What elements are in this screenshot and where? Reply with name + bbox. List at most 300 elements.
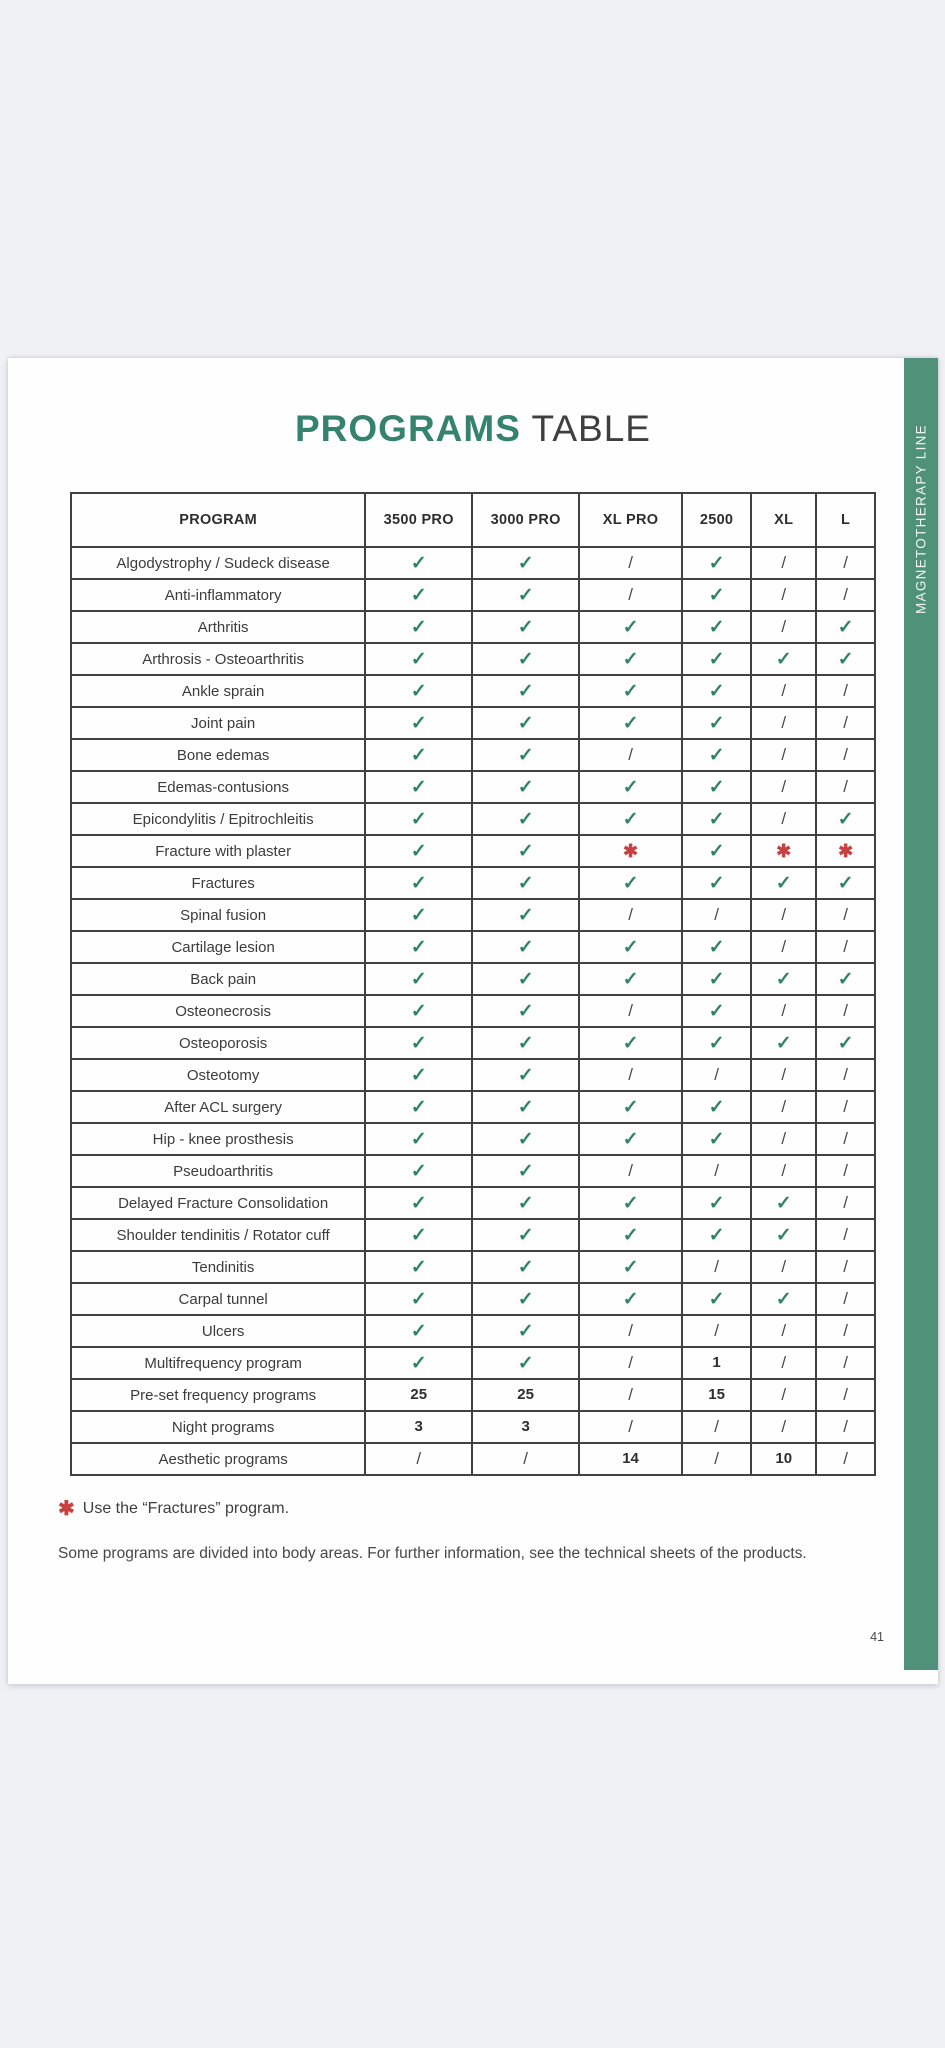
program-cell: Ulcers <box>71 1315 365 1347</box>
value-cell-slash <box>816 1251 875 1283</box>
checkmark-icon: ✓ <box>410 1064 427 1086</box>
slash-mark: / <box>781 1353 787 1372</box>
value-cell-check <box>365 1347 472 1379</box>
value-cell-check <box>472 803 579 835</box>
slash-mark: / <box>781 745 787 764</box>
checkmark-icon: ✓ <box>410 840 427 862</box>
value-cell-slash <box>816 931 875 963</box>
program-cell: Joint pain <box>71 707 365 739</box>
table-row <box>71 547 875 579</box>
table-row <box>71 867 875 899</box>
checkmark-icon: ✓ <box>708 872 725 894</box>
checkmark-icon: ✓ <box>410 744 427 766</box>
value-cell-check <box>682 867 751 899</box>
value-cell-slash <box>816 1091 875 1123</box>
table-row <box>71 643 875 675</box>
program-cell: Algodystrophy / Sudeck disease <box>71 547 365 579</box>
value-cell-check <box>472 835 579 867</box>
program-cell: Pseudoarthritis <box>71 1155 365 1187</box>
checkmark-icon: ✓ <box>410 1320 427 1342</box>
value-cell-check <box>472 771 579 803</box>
slash-mark: / <box>714 1257 719 1276</box>
value-cell-slash <box>751 995 816 1027</box>
column-header: PROGRAM <box>71 493 365 547</box>
program-cell: Carpal tunnel <box>71 1283 365 1315</box>
checkmark-icon: ✓ <box>517 552 534 574</box>
value-cell-check <box>682 675 751 707</box>
value-cell-slash <box>579 995 682 1027</box>
slash-mark: / <box>781 1321 787 1340</box>
page-number: 41 <box>870 1630 884 1644</box>
value-cell-slash <box>816 1347 875 1379</box>
program-cell: Anti-inflammatory <box>71 579 365 611</box>
checkmark-icon: ✓ <box>708 808 725 830</box>
table-row <box>71 1091 875 1123</box>
slash-mark: / <box>781 1417 787 1436</box>
checkmark-icon: ✓ <box>622 776 639 798</box>
program-cell: Cartilage lesion <box>71 931 365 963</box>
column-header: XL <box>751 493 816 547</box>
value-cell-slash <box>682 1059 751 1091</box>
value-cell-slash <box>751 1091 816 1123</box>
checkmark-icon: ✓ <box>517 1160 534 1182</box>
value-cell-check <box>682 1219 751 1251</box>
checkmark-icon: ✓ <box>410 936 427 958</box>
value-cell-check <box>472 1059 579 1091</box>
checkmark-icon: ✓ <box>517 968 534 990</box>
value-cell-check <box>816 643 875 675</box>
programs-table-body <box>71 547 875 1475</box>
slash-mark: / <box>781 1385 787 1404</box>
table-row <box>71 1411 875 1443</box>
checkmark-icon: ✓ <box>622 1128 639 1150</box>
value-cell-check <box>365 707 472 739</box>
checkmark-icon: ✓ <box>410 680 427 702</box>
checkmark-icon: ✓ <box>837 1032 854 1054</box>
table-row <box>71 835 875 867</box>
side-banner-label: MAGNETOTHERAPY LINE <box>913 424 929 614</box>
slash-mark: / <box>781 809 787 828</box>
slash-mark: / <box>781 777 787 796</box>
value-cell-check <box>365 739 472 771</box>
checkmark-icon: ✓ <box>708 776 725 798</box>
value-cell-slash <box>751 1347 816 1379</box>
checkmark-icon: ✓ <box>517 1192 534 1214</box>
value-cell-check <box>682 931 751 963</box>
checkmark-icon: ✓ <box>410 808 427 830</box>
value-cell-slash <box>751 579 816 611</box>
value-cell-slash <box>579 1379 682 1411</box>
value-cell-slash <box>816 899 875 931</box>
slash-mark: / <box>781 1161 787 1180</box>
value-cell-check <box>472 899 579 931</box>
checkmark-icon: ✓ <box>410 1192 427 1214</box>
checkmark-icon: ✓ <box>517 616 534 638</box>
value-cell-check <box>365 1123 472 1155</box>
checkmark-icon: ✓ <box>775 1192 792 1214</box>
slash-mark: / <box>628 1353 633 1372</box>
slash-mark: / <box>628 1161 633 1180</box>
value-cell-check <box>579 771 682 803</box>
program-cell: Osteonecrosis <box>71 995 365 1027</box>
value-cell-slash <box>579 1411 682 1443</box>
value-cell-check <box>365 579 472 611</box>
slash-mark: / <box>843 1161 848 1180</box>
value-cell-check <box>816 803 875 835</box>
table-row <box>71 1379 875 1411</box>
value-cell-number <box>579 1443 682 1475</box>
value-cell-slash <box>579 1155 682 1187</box>
value-cell-slash <box>751 739 816 771</box>
program-cell: Arthrosis - Osteoarthritis <box>71 643 365 675</box>
slash-mark: / <box>843 1449 848 1468</box>
checkmark-icon: ✓ <box>775 648 792 670</box>
value-cell-star <box>579 835 682 867</box>
value-cell-check <box>579 931 682 963</box>
value-cell-slash <box>751 803 816 835</box>
value-cell-check <box>365 1059 472 1091</box>
checkmark-icon: ✓ <box>517 1064 534 1086</box>
checkmark-icon: ✓ <box>708 552 725 574</box>
value-cell-slash <box>751 1379 816 1411</box>
value-cell-check <box>365 1155 472 1187</box>
value-cell-check <box>579 675 682 707</box>
value-number: 3 <box>521 1418 530 1435</box>
value-cell-check <box>365 611 472 643</box>
value-cell-slash <box>751 707 816 739</box>
value-cell-check <box>579 803 682 835</box>
table-row <box>71 739 875 771</box>
checkmark-icon: ✓ <box>775 872 792 894</box>
value-cell-check <box>472 867 579 899</box>
slash-mark: / <box>714 1449 719 1468</box>
checkmark-icon: ✓ <box>410 616 427 638</box>
value-cell-check <box>579 1027 682 1059</box>
checkmark-icon: ✓ <box>708 680 725 702</box>
slash-mark: / <box>781 1065 787 1084</box>
value-cell-slash <box>751 1155 816 1187</box>
value-cell-check <box>365 1315 472 1347</box>
slash-mark: / <box>843 553 848 572</box>
value-cell-check <box>472 1283 579 1315</box>
program-cell: Bone edemas <box>71 739 365 771</box>
value-cell-slash <box>816 707 875 739</box>
checkmark-icon: ✓ <box>517 1288 534 1310</box>
value-cell-check <box>472 963 579 995</box>
value-cell-check <box>365 675 472 707</box>
value-cell-slash <box>816 771 875 803</box>
value-cell-slash <box>751 1059 816 1091</box>
value-cell-check <box>579 1091 682 1123</box>
checkmark-icon: ✓ <box>622 1192 639 1214</box>
value-cell-check <box>365 1251 472 1283</box>
value-cell-slash <box>365 1443 472 1475</box>
table-row <box>71 579 875 611</box>
value-cell-slash <box>682 1443 751 1475</box>
checkmark-icon: ✓ <box>410 648 427 670</box>
value-cell-check <box>472 931 579 963</box>
slash-mark: / <box>781 1001 787 1020</box>
asterisk-icon: ✱ <box>838 840 854 861</box>
slash-mark: / <box>523 1449 529 1468</box>
value-cell-slash <box>816 1315 875 1347</box>
checkmark-icon: ✓ <box>517 904 534 926</box>
value-cell-slash <box>751 1123 816 1155</box>
value-cell-check <box>579 611 682 643</box>
table-row <box>71 1123 875 1155</box>
checkmark-icon: ✓ <box>410 1288 427 1310</box>
table-row <box>71 707 875 739</box>
checkmark-icon: ✓ <box>837 616 854 638</box>
checkmark-icon: ✓ <box>517 1352 534 1374</box>
value-cell-check <box>472 1027 579 1059</box>
checkmark-icon: ✓ <box>708 1128 725 1150</box>
checkmark-icon: ✓ <box>622 872 639 894</box>
table-row <box>71 1443 875 1475</box>
value-cell-slash <box>816 1059 875 1091</box>
checkmark-icon: ✓ <box>837 872 854 894</box>
slash-mark: / <box>628 745 633 764</box>
value-cell-check <box>472 1219 579 1251</box>
value-cell-slash <box>816 1411 875 1443</box>
checkmark-icon: ✓ <box>708 1000 725 1022</box>
table-row <box>71 963 875 995</box>
value-cell-check <box>579 707 682 739</box>
value-cell-check <box>682 803 751 835</box>
checkmark-icon: ✓ <box>622 1032 639 1054</box>
value-cell-check <box>579 1219 682 1251</box>
checkmark-icon: ✓ <box>517 776 534 798</box>
column-header: XL PRO <box>579 493 682 547</box>
value-cell-check <box>751 963 816 995</box>
value-cell-check <box>682 643 751 675</box>
slash-mark: / <box>843 905 848 924</box>
value-cell-check <box>682 771 751 803</box>
slash-mark: / <box>843 1257 848 1276</box>
value-cell-check <box>472 1251 579 1283</box>
checkmark-icon: ✓ <box>775 1224 792 1246</box>
value-cell-check <box>751 1027 816 1059</box>
value-cell-check <box>472 611 579 643</box>
value-cell-check <box>751 643 816 675</box>
program-cell: After ACL surgery <box>71 1091 365 1123</box>
checkmark-icon: ✓ <box>517 872 534 894</box>
value-cell-check <box>579 867 682 899</box>
checkmark-icon: ✓ <box>708 1096 725 1118</box>
slash-mark: / <box>843 1289 848 1308</box>
value-cell-check <box>472 1347 579 1379</box>
program-cell: Shoulder tendinitis / Rotator cuff <box>71 1219 365 1251</box>
checkmark-icon: ✓ <box>410 1000 427 1022</box>
value-cell-slash <box>751 1315 816 1347</box>
value-cell-slash <box>816 739 875 771</box>
table-row <box>71 1347 875 1379</box>
value-cell-slash <box>682 1315 751 1347</box>
table-row <box>71 803 875 835</box>
checkmark-icon: ✓ <box>708 712 725 734</box>
checkmark-icon: ✓ <box>775 1288 792 1310</box>
value-cell-slash <box>579 899 682 931</box>
checkmark-icon: ✓ <box>622 712 639 734</box>
value-cell-slash <box>751 675 816 707</box>
value-cell-check <box>472 643 579 675</box>
slash-mark: / <box>714 905 719 924</box>
checkmark-icon: ✓ <box>410 1160 427 1182</box>
program-cell: Epicondylitis / Epitrochleitis <box>71 803 365 835</box>
value-cell-check <box>751 1219 816 1251</box>
checkmark-icon: ✓ <box>517 1032 534 1054</box>
program-cell: Back pain <box>71 963 365 995</box>
page-title-highlight: PROGRAMS <box>295 408 521 449</box>
value-cell-slash <box>579 1315 682 1347</box>
checkmark-icon: ✓ <box>622 1096 639 1118</box>
checkmark-icon: ✓ <box>517 1000 534 1022</box>
value-cell-check <box>365 963 472 995</box>
checkmark-icon: ✓ <box>410 584 427 606</box>
checkmark-icon: ✓ <box>517 1096 534 1118</box>
value-cell-slash <box>751 931 816 963</box>
slash-mark: / <box>843 1225 848 1244</box>
document-page <box>8 358 938 1684</box>
column-header: L <box>816 493 875 547</box>
value-cell-slash <box>816 1219 875 1251</box>
checkmark-icon: ✓ <box>708 936 725 958</box>
checkmark-icon: ✓ <box>708 1288 725 1310</box>
slash-mark: / <box>714 1065 719 1084</box>
value-cell-slash <box>816 1283 875 1315</box>
table-row <box>71 1027 875 1059</box>
program-cell: Edemas-contusions <box>71 771 365 803</box>
checkmark-icon: ✓ <box>410 968 427 990</box>
value-cell-slash <box>751 1251 816 1283</box>
slash-mark: / <box>843 585 848 604</box>
value-cell-check <box>579 1283 682 1315</box>
checkmark-icon: ✓ <box>410 1256 427 1278</box>
table-row <box>71 995 875 1027</box>
value-cell-check <box>365 771 472 803</box>
program-cell: Hip - knee prosthesis <box>71 1123 365 1155</box>
checkmark-icon: ✓ <box>622 936 639 958</box>
slash-mark: / <box>843 681 848 700</box>
checkmark-icon: ✓ <box>517 1128 534 1150</box>
slash-mark: / <box>843 1353 848 1372</box>
table-row <box>71 1315 875 1347</box>
program-cell: Arthritis <box>71 611 365 643</box>
footnote-fractures <box>58 1496 938 1521</box>
slash-mark: / <box>843 777 848 796</box>
footnote-fractures-text: Use the “Fractures” program. <box>82 1499 290 1517</box>
value-number: 25 <box>517 1386 534 1403</box>
value-cell-slash <box>751 611 816 643</box>
checkmark-icon: ✓ <box>517 936 534 958</box>
value-cell-slash <box>682 1251 751 1283</box>
value-cell-check <box>682 739 751 771</box>
asterisk-icon: ✱ <box>623 840 639 861</box>
slash-mark: / <box>628 553 633 572</box>
value-cell-check <box>682 611 751 643</box>
checkmark-icon: ✓ <box>708 968 725 990</box>
value-cell-check <box>682 1027 751 1059</box>
value-cell-check <box>682 579 751 611</box>
value-cell-check <box>579 1251 682 1283</box>
value-cell-slash <box>751 899 816 931</box>
value-cell-check <box>472 1187 579 1219</box>
asterisk-icon: ✱ <box>776 840 792 861</box>
value-cell-check <box>365 547 472 579</box>
value-cell-check <box>816 611 875 643</box>
value-number: 14 <box>622 1450 639 1467</box>
slash-mark: / <box>628 1321 633 1340</box>
value-cell-check <box>472 1091 579 1123</box>
program-cell: Fractures <box>71 867 365 899</box>
value-cell-number <box>472 1379 579 1411</box>
value-cell-check <box>682 1187 751 1219</box>
checkmark-icon: ✓ <box>517 584 534 606</box>
checkmark-icon: ✓ <box>410 712 427 734</box>
value-cell-check <box>682 835 751 867</box>
slash-mark: / <box>781 553 787 572</box>
value-cell-number <box>682 1379 751 1411</box>
value-cell-number <box>365 1379 472 1411</box>
slash-mark: / <box>628 905 633 924</box>
programs-table-header <box>71 493 875 547</box>
column-header: 2500 <box>682 493 751 547</box>
table-row <box>71 899 875 931</box>
checkmark-icon: ✓ <box>410 1352 427 1374</box>
value-cell-star <box>751 835 816 867</box>
checkmark-icon: ✓ <box>622 808 639 830</box>
checkmark-icon: ✓ <box>410 1032 427 1054</box>
checkmark-icon: ✓ <box>410 776 427 798</box>
table-row <box>71 931 875 963</box>
value-cell-slash <box>579 547 682 579</box>
program-cell: Osteoporosis <box>71 1027 365 1059</box>
slash-mark: / <box>714 1417 719 1436</box>
table-row <box>71 675 875 707</box>
value-cell-check <box>365 1187 472 1219</box>
value-cell-star <box>816 835 875 867</box>
checkmark-icon: ✓ <box>517 680 534 702</box>
table-row <box>71 1219 875 1251</box>
table-row <box>71 1059 875 1091</box>
slash-mark: / <box>843 1129 848 1148</box>
slash-mark: / <box>628 1385 633 1404</box>
slash-mark: / <box>781 713 787 732</box>
value-cell-slash <box>816 1155 875 1187</box>
value-cell-check <box>365 931 472 963</box>
page-title-rest: TABLE <box>520 408 651 449</box>
checkmark-icon: ✓ <box>410 1224 427 1246</box>
slash-mark: / <box>781 905 787 924</box>
slash-mark: / <box>781 585 787 604</box>
table-row <box>71 611 875 643</box>
value-cell-check <box>472 707 579 739</box>
checkmark-icon: ✓ <box>837 648 854 670</box>
checkmark-icon: ✓ <box>708 1192 725 1214</box>
checkmark-icon: ✓ <box>517 712 534 734</box>
value-cell-slash <box>816 579 875 611</box>
table-row <box>71 771 875 803</box>
value-cell-check <box>682 707 751 739</box>
checkmark-icon: ✓ <box>837 968 854 990</box>
value-cell-check <box>682 1123 751 1155</box>
value-cell-slash <box>682 899 751 931</box>
checkmark-icon: ✓ <box>708 840 725 862</box>
table-row <box>71 1283 875 1315</box>
value-cell-check <box>365 643 472 675</box>
slash-mark: / <box>843 937 848 956</box>
table-row <box>71 1251 875 1283</box>
